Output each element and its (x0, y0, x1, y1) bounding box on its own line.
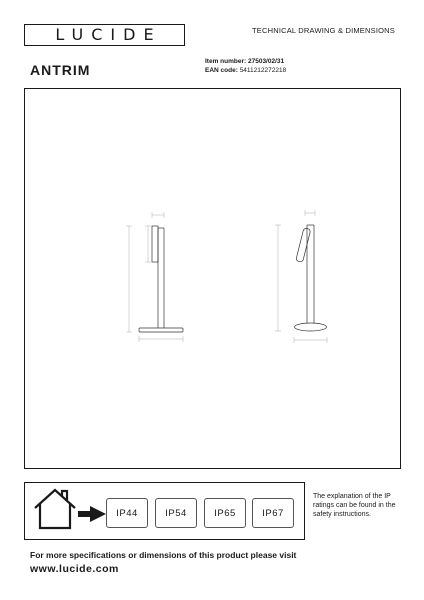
side-view-base (295, 323, 327, 331)
front-view-base (139, 328, 183, 332)
technical-drawing (24, 88, 401, 469)
footer-url-link[interactable]: www.lucide.com (30, 563, 119, 575)
side-view-dimensions (275, 210, 327, 343)
ip-badge-65: IP65 (204, 498, 246, 528)
ip-badge-44: IP44 (106, 498, 148, 528)
ip-explanation: The explanation of the IP ratings can be found in the safety instructions. (313, 493, 396, 518)
product-meta (205, 58, 286, 75)
ean-value: 5411212272218 (239, 66, 287, 74)
ean-row (205, 67, 286, 76)
item-number-row (205, 58, 286, 67)
ean-label: EAN code: (205, 66, 238, 74)
side-view (275, 210, 327, 343)
brand-logo (24, 24, 185, 46)
brand-logo-text: LUCIDE (55, 25, 162, 44)
footer-text: For more specifications or dimensions of this product please visit (30, 550, 297, 560)
arrow-right-icon (78, 506, 106, 522)
ip-badge-54: IP54 (155, 498, 197, 528)
side-view-head (296, 228, 311, 263)
item-number-label: Item number: (205, 58, 247, 65)
document-type: TECHNICAL DRAWING & DIMENSIONS (252, 26, 395, 35)
house-outline-icon (32, 486, 78, 534)
product-name: ANTRIM (30, 62, 91, 78)
ip-badge-67: IP67 (252, 498, 294, 528)
item-number-value: 27503/02/31 (247, 58, 285, 65)
front-view (126, 212, 183, 342)
front-view-head (152, 226, 158, 262)
